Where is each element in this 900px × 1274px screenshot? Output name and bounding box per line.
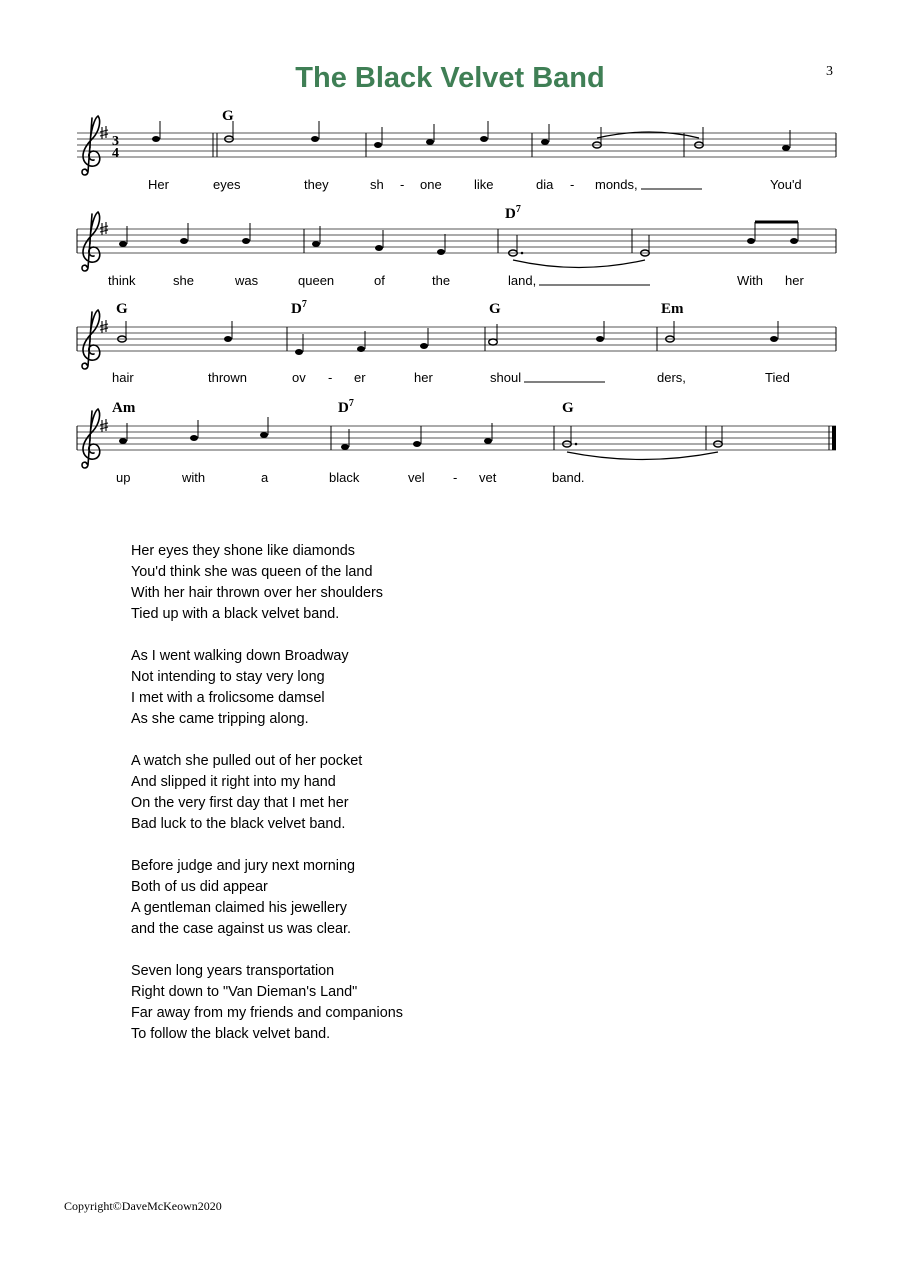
verse-line: Seven long years transportation xyxy=(131,963,335,979)
chord-G-3: G xyxy=(489,301,501,317)
verse-line: As I went walking down Broadway xyxy=(131,648,349,664)
chord-Em: Em xyxy=(661,301,684,317)
verse-5 xyxy=(131,961,403,1045)
svg-text:eyes: eyes xyxy=(213,177,241,192)
verse-line: Not intending to stay very long xyxy=(131,669,325,685)
verse-4 xyxy=(131,856,403,940)
treble-clef-icon xyxy=(82,310,100,369)
chord-G-2: G xyxy=(116,301,128,317)
svg-text:G: G xyxy=(222,108,234,124)
time-signature-bottom: 4 xyxy=(112,146,119,161)
chord-D7-3: $D^7$ xyxy=(338,398,354,416)
lyrics-line-2 xyxy=(108,273,804,288)
chord-G-1 xyxy=(222,108,234,124)
svg-text:You'd: You'd xyxy=(770,177,802,192)
svg-text:sh: sh xyxy=(370,177,384,192)
svg-text:thrown: thrown xyxy=(208,370,248,385)
verse-3 xyxy=(131,751,403,835)
svg-text:black: black xyxy=(329,470,360,485)
svg-text:of: of xyxy=(374,273,385,288)
svg-text:they: they xyxy=(304,177,329,192)
treble-clef-icon xyxy=(82,409,100,468)
svg-text:-: - xyxy=(328,370,333,385)
song-title: The Black Velvet Band xyxy=(295,62,605,94)
svg-text:dia: dia xyxy=(536,177,554,192)
svg-text:was: was xyxy=(235,273,259,288)
svg-text:D7: $D^7$ xyxy=(505,204,521,222)
verse-line: A gentleman claimed his jewellery xyxy=(131,900,347,916)
verse-line: Her eyes they shone like diamonds xyxy=(131,543,355,559)
staff-system-1 xyxy=(77,108,836,192)
chord-D7-1 xyxy=(505,204,521,222)
svg-text:band.: band. xyxy=(552,470,585,485)
lyrics-line-3 xyxy=(112,370,790,385)
lyrics-line-4 xyxy=(116,470,585,485)
sharp-icon xyxy=(100,419,108,432)
verse-line: Before judge and jury next morning xyxy=(131,858,355,874)
svg-text:hair: hair xyxy=(112,370,134,385)
notes xyxy=(152,121,790,151)
svg-text:Tied: Tied xyxy=(765,370,790,385)
svg-text:vel: vel xyxy=(408,470,425,485)
svg-text:vet: vet xyxy=(479,470,497,485)
svg-text:shoul: shoul xyxy=(490,370,522,385)
chord-D7-2: $D^7$ xyxy=(291,299,307,317)
svg-text:ders,: ders, xyxy=(657,370,686,385)
chord-G-4: G xyxy=(562,400,574,416)
verse-1 xyxy=(131,541,403,625)
treble-clef-icon xyxy=(82,116,100,175)
verse-line: Both of us did appear xyxy=(131,879,268,895)
sharp-icon xyxy=(100,320,108,333)
sharp-icon xyxy=(100,222,108,235)
svg-text:-: - xyxy=(453,470,458,485)
sheet-music xyxy=(0,0,900,500)
svg-text:Her: Her xyxy=(148,177,169,192)
final-barline xyxy=(832,426,836,450)
lyrics-line-1 xyxy=(148,177,802,192)
copyright-notice: Copyright©DaveMcKeown2020 xyxy=(64,1199,222,1213)
verse-line: On the very first day that I met her xyxy=(131,795,349,811)
svg-text:queen: queen xyxy=(298,273,335,288)
svg-text:er: er xyxy=(354,370,366,385)
svg-text:monds,: monds, xyxy=(595,177,638,192)
verse-line: Tied up with a black velvet band. xyxy=(131,606,340,622)
verse-line: and the case against us was clear. xyxy=(131,921,351,937)
svg-text:-: - xyxy=(400,177,405,192)
notes xyxy=(118,321,778,355)
staff-system-4 xyxy=(77,398,836,485)
verse-2 xyxy=(131,646,403,730)
svg-text:with: with xyxy=(182,470,206,485)
chord-Am: Am xyxy=(112,400,136,416)
treble-clef-icon xyxy=(82,212,100,271)
verse-line: To follow the black velvet band. xyxy=(131,1026,331,1042)
svg-text:a: a xyxy=(261,470,269,485)
svg-text:With: With xyxy=(737,273,763,288)
verse-line: Far away from my friends and companions xyxy=(131,1005,403,1021)
svg-text:the: the xyxy=(432,273,451,288)
verse-line: A watch she pulled out of her pocket xyxy=(131,753,363,769)
staff-system-3 xyxy=(77,299,836,385)
svg-text:ov: ov xyxy=(292,370,306,385)
svg-text:her: her xyxy=(414,370,433,385)
svg-text:like: like xyxy=(474,177,494,192)
svg-text:up: up xyxy=(116,470,131,485)
svg-text:-: - xyxy=(570,177,575,192)
sharp-icon xyxy=(100,126,108,139)
svg-text:land,: land, xyxy=(508,273,537,288)
verse-line: With her hair thrown over her shoulders xyxy=(131,585,383,601)
staff-system-2 xyxy=(77,204,836,288)
verse-line: Right down to "Van Dieman's Land" xyxy=(131,984,358,1000)
svg-text:she: she xyxy=(173,273,194,288)
verse-line: As she came tripping along. xyxy=(131,711,309,727)
lyrics-verses xyxy=(131,541,403,1066)
verse-line: And slipped it right into my hand xyxy=(131,774,336,790)
page-number: 3 xyxy=(826,64,833,79)
verse-line: I met with a frolicsome damsel xyxy=(131,690,325,706)
svg-text:think: think xyxy=(108,273,136,288)
verse-line: Bad luck to the black velvet band. xyxy=(131,816,346,832)
time-signature-top: 3 xyxy=(112,134,119,149)
svg-text:her: her xyxy=(785,273,804,288)
verse-line: You'd think she was queen of the land xyxy=(131,564,373,580)
svg-text:one: one xyxy=(420,177,442,192)
